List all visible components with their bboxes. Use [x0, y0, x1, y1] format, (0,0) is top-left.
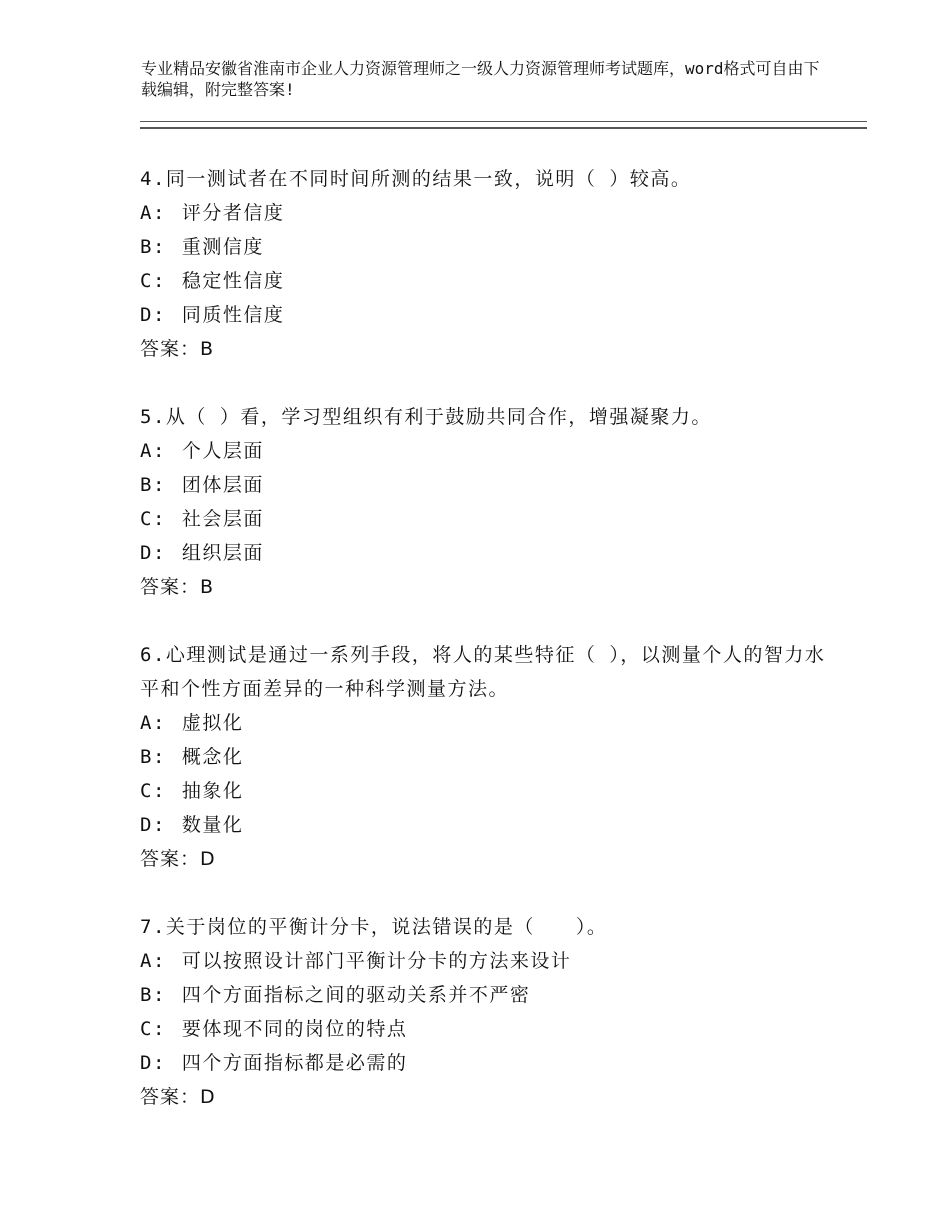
question-item — [140, 638, 830, 876]
option-c — [140, 264, 830, 298]
option-letter: C: — [140, 508, 166, 530]
answer-line: 答案：D — [140, 1086, 216, 1108]
option-letter: B: — [140, 474, 166, 496]
option-text: 概念化 — [181, 746, 244, 768]
option-letter: B: — [140, 746, 166, 768]
option-text: 评分者信度 — [181, 202, 285, 224]
option-c — [140, 1012, 830, 1046]
option-d — [140, 298, 830, 332]
option-d — [140, 808, 830, 842]
option-letter: C: — [140, 780, 166, 802]
answer-line: 答案：B — [140, 338, 215, 360]
option-text: 团体层面 — [181, 474, 264, 496]
option-text: 要体现不同的岗位的特点 — [181, 1018, 408, 1040]
option-letter: D: — [140, 304, 166, 326]
option-letter: D: — [140, 814, 166, 836]
option-c — [140, 774, 830, 808]
option-letter: A: — [140, 712, 166, 734]
option-b — [140, 468, 830, 502]
option-letter: D: — [140, 542, 166, 564]
option-text: 社会层面 — [181, 508, 264, 530]
question-item — [140, 910, 830, 1114]
option-letter: B: — [140, 984, 166, 1006]
option-text: 抽象化 — [181, 780, 244, 802]
answer-line: 答案：D — [140, 848, 216, 870]
option-text: 四个方面指标之间的驱动关系并不严密 — [181, 984, 531, 1006]
question-stem: 5.从（ ）看，学习型组织有利于鼓励共同合作，增强凝聚力。 — [140, 406, 712, 428]
option-text: 个人层面 — [181, 440, 264, 462]
option-text: 组织层面 — [181, 542, 264, 564]
question-list — [140, 162, 830, 1148]
option-a — [140, 434, 830, 468]
option-text: 可以按照设计部门平衡计分卡的方法来设计 — [181, 950, 572, 972]
option-b — [140, 978, 830, 1012]
option-text: 重测信度 — [181, 236, 264, 258]
question-stem: 4.同一测试者在不同时间所测的结果一致，说明（ ）较高。 — [140, 168, 692, 190]
option-letter: C: — [140, 270, 166, 292]
option-d — [140, 1046, 830, 1080]
question-stem: 6.心理测试是通过一系列手段，将人的某些特征（ ），以测量个人的智力水平和个性方面差异的一种科学测量方法。 — [140, 644, 826, 700]
option-b — [140, 230, 830, 264]
option-a — [140, 944, 830, 978]
option-text: 同质性信度 — [181, 304, 285, 326]
option-d — [140, 536, 830, 570]
option-b — [140, 740, 830, 774]
answer-line: 答案：B — [140, 576, 215, 598]
option-letter: A: — [140, 950, 166, 972]
option-text: 稳定性信度 — [181, 270, 285, 292]
option-letter: C: — [140, 1018, 166, 1040]
option-a — [140, 706, 830, 740]
document-header: 专业精品安徽省淮南市企业人力资源管理师之一级人力资源管理师考试题库，word格式可自由下载编辑，附完整答案! — [141, 59, 820, 99]
option-c — [140, 502, 830, 536]
option-letter: B: — [140, 236, 166, 258]
question-stem: 7.关于岗位的平衡计分卡，说法错误的是（ ）。 — [140, 916, 608, 938]
option-letter: A: — [140, 202, 166, 224]
option-letter: A: — [140, 440, 166, 462]
option-a — [140, 196, 830, 230]
option-text: 数量化 — [181, 814, 244, 836]
option-text: 四个方面指标都是必需的 — [181, 1052, 408, 1074]
question-item — [140, 162, 830, 366]
header-divider — [140, 121, 867, 129]
option-letter: D: — [140, 1052, 166, 1074]
question-item — [140, 400, 830, 604]
option-text: 虚拟化 — [181, 712, 244, 734]
